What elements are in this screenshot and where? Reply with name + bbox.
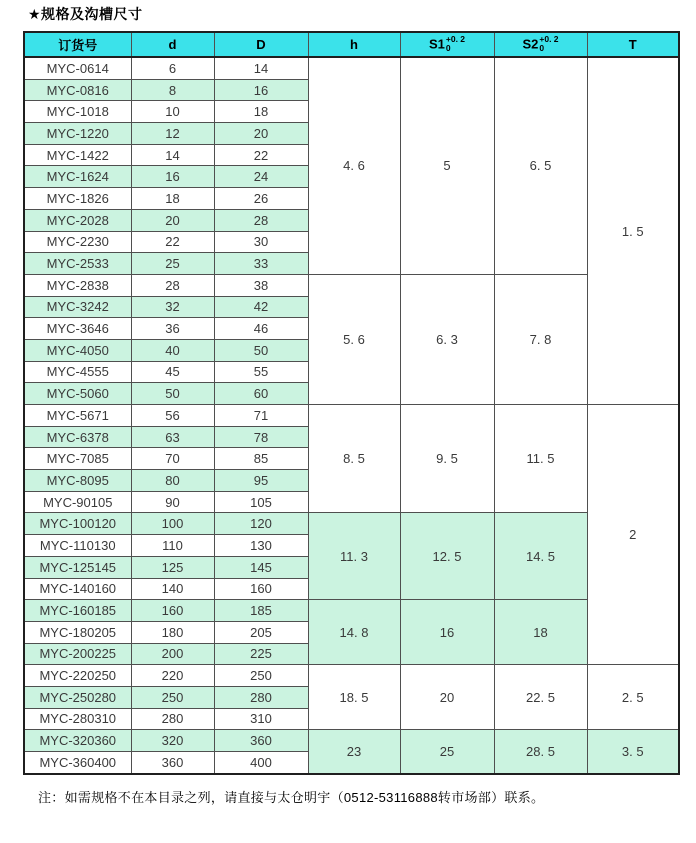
- cell-D: 42: [214, 296, 308, 318]
- cell-order: MYC-1220: [24, 123, 131, 145]
- col-header-label: S1: [428, 35, 445, 51]
- cell-s1: 5: [400, 57, 494, 274]
- cell-d: 50: [131, 383, 214, 405]
- cell-d: 45: [131, 361, 214, 383]
- cell-order: MYC-220250: [24, 665, 131, 687]
- cell-d: 12: [131, 123, 214, 145]
- cell-d: 25: [131, 253, 214, 275]
- spec-table: [23, 31, 680, 775]
- cell-d: 22: [131, 231, 214, 253]
- cell-d: 180: [131, 621, 214, 643]
- cell-D: 205: [214, 621, 308, 643]
- cell-d: 140: [131, 578, 214, 600]
- cell-s1: 9. 5: [400, 405, 494, 513]
- table-row: [24, 665, 679, 687]
- cell-order: MYC-125145: [24, 556, 131, 578]
- cell-s2: 11. 5: [494, 405, 587, 513]
- col-header-d: [131, 32, 214, 57]
- cell-order: MYC-6378: [24, 426, 131, 448]
- cell-order: MYC-100120: [24, 513, 131, 535]
- cell-s2: 14. 5: [494, 513, 587, 600]
- cell-order: MYC-2230: [24, 231, 131, 253]
- cell-s2: 7. 8: [494, 274, 587, 404]
- cell-D: 30: [214, 231, 308, 253]
- cell-order: MYC-4050: [24, 339, 131, 361]
- cell-order: MYC-1826: [24, 188, 131, 210]
- cell-d: 110: [131, 535, 214, 557]
- cell-t: 3. 5: [587, 730, 679, 774]
- tolerance-lower: 0: [539, 42, 545, 53]
- cell-d: 32: [131, 296, 214, 318]
- cell-d: 200: [131, 643, 214, 665]
- footer-note: 注：如需规格不在本目录之列，请直接与太仓明宇（0512-53116888转市场部）联系。: [38, 790, 545, 805]
- cell-order: MYC-200225: [24, 643, 131, 665]
- table-row: [24, 57, 679, 79]
- cell-d: 220: [131, 665, 214, 687]
- cell-order: MYC-3242: [24, 296, 131, 318]
- table-row: [24, 405, 679, 427]
- cell-h: 8. 5: [308, 405, 400, 513]
- cell-d: 20: [131, 209, 214, 231]
- table-row: [24, 600, 679, 622]
- cell-order: MYC-180205: [24, 621, 131, 643]
- cell-s2: 18: [494, 600, 587, 665]
- cell-D: 18: [214, 101, 308, 123]
- cell-h: 18. 5: [308, 665, 400, 730]
- cell-order: MYC-2533: [24, 253, 131, 275]
- cell-d: 280: [131, 708, 214, 730]
- cell-D: 24: [214, 166, 308, 188]
- cell-order: MYC-4555: [24, 361, 131, 383]
- cell-t: 2. 5: [587, 665, 679, 730]
- col-header-h: [308, 32, 400, 57]
- cell-D: 50: [214, 339, 308, 361]
- col-header-label: S2: [522, 35, 539, 51]
- col-header-label: h: [350, 37, 358, 52]
- cell-d: 56: [131, 405, 214, 427]
- cell-D: 22: [214, 144, 308, 166]
- cell-order: MYC-110130: [24, 535, 131, 557]
- cell-D: 85: [214, 448, 308, 470]
- cell-D: 55: [214, 361, 308, 383]
- cell-d: 160: [131, 600, 214, 622]
- cell-d: 40: [131, 339, 214, 361]
- tolerance-lower: 0: [445, 42, 451, 53]
- cell-order: MYC-8095: [24, 470, 131, 492]
- col-header-s1: [400, 32, 494, 57]
- cell-h: 5. 6: [308, 274, 400, 404]
- cell-d: 16: [131, 166, 214, 188]
- header-row: [24, 32, 679, 57]
- cell-D: 26: [214, 188, 308, 210]
- cell-d: 320: [131, 730, 214, 752]
- cell-order: MYC-3646: [24, 318, 131, 340]
- cell-D: 20: [214, 123, 308, 145]
- cell-h: 11. 3: [308, 513, 400, 600]
- col-header-label: 订货号: [58, 38, 98, 53]
- col-header-label: d: [168, 37, 177, 52]
- cell-order: MYC-2028: [24, 209, 131, 231]
- cell-order: MYC-140160: [24, 578, 131, 600]
- cell-D: 400: [214, 752, 308, 774]
- cell-order: MYC-5060: [24, 383, 131, 405]
- cell-order: MYC-2838: [24, 274, 131, 296]
- cell-D: 60: [214, 383, 308, 405]
- cell-D: 185: [214, 600, 308, 622]
- cell-D: 16: [214, 79, 308, 101]
- cell-order: MYC-5671: [24, 405, 131, 427]
- cell-D: 225: [214, 643, 308, 665]
- cell-s2: 28. 5: [494, 730, 587, 774]
- cell-D: 71: [214, 405, 308, 427]
- page-title: ★规格及沟槽尺寸: [28, 6, 143, 22]
- cell-D: 120: [214, 513, 308, 535]
- cell-d: 90: [131, 491, 214, 513]
- col-header-label: D: [256, 37, 266, 52]
- cell-h: 4. 6: [308, 57, 400, 274]
- cell-D: 280: [214, 686, 308, 708]
- tolerance-marks: [539, 35, 558, 53]
- cell-d: 125: [131, 556, 214, 578]
- cell-D: 105: [214, 491, 308, 513]
- cell-s2: 22. 5: [494, 665, 587, 730]
- cell-d: 63: [131, 426, 214, 448]
- cell-order: MYC-0816: [24, 79, 131, 101]
- col-header-label: T: [628, 37, 637, 52]
- table-row: [24, 513, 679, 535]
- cell-order: MYC-360400: [24, 752, 131, 774]
- cell-d: 28: [131, 274, 214, 296]
- cell-D: 28: [214, 209, 308, 231]
- cell-D: 78: [214, 426, 308, 448]
- cell-order: MYC-90105: [24, 491, 131, 513]
- cell-d: 14: [131, 144, 214, 166]
- cell-t: 1. 5: [587, 57, 679, 405]
- cell-D: 145: [214, 556, 308, 578]
- cell-order: MYC-320360: [24, 730, 131, 752]
- cell-h: 23: [308, 730, 400, 774]
- table-row: [24, 730, 679, 752]
- cell-order: MYC-280310: [24, 708, 131, 730]
- col-header-D: [214, 32, 308, 57]
- tolerance-marks: [446, 35, 465, 53]
- cell-d: 70: [131, 448, 214, 470]
- cell-t: 2: [587, 405, 679, 665]
- cell-D: 360: [214, 730, 308, 752]
- spec-table-head: [24, 32, 679, 57]
- cell-D: 130: [214, 535, 308, 557]
- cell-d: 360: [131, 752, 214, 774]
- spec-table-body: [24, 57, 679, 774]
- cell-D: 95: [214, 470, 308, 492]
- cell-s1: 20: [400, 665, 494, 730]
- cell-d: 18: [131, 188, 214, 210]
- cell-order: MYC-7085: [24, 448, 131, 470]
- cell-D: 250: [214, 665, 308, 687]
- cell-h: 14. 8: [308, 600, 400, 665]
- cell-D: 160: [214, 578, 308, 600]
- cell-s1: 16: [400, 600, 494, 665]
- cell-order: MYC-1422: [24, 144, 131, 166]
- cell-d: 6: [131, 57, 214, 79]
- cell-D: 33: [214, 253, 308, 275]
- col-header-order: [24, 32, 131, 57]
- cell-order: MYC-160185: [24, 600, 131, 622]
- cell-d: 100: [131, 513, 214, 535]
- cell-D: 310: [214, 708, 308, 730]
- cell-s1: 12. 5: [400, 513, 494, 600]
- col-header-t: [587, 32, 679, 57]
- table-row: [24, 274, 679, 296]
- cell-s2: 6. 5: [494, 57, 587, 274]
- tolerance-upper: +0. 2: [445, 33, 466, 44]
- cell-d: 80: [131, 470, 214, 492]
- cell-order: MYC-1624: [24, 166, 131, 188]
- cell-d: 8: [131, 79, 214, 101]
- cell-d: 250: [131, 686, 214, 708]
- cell-D: 38: [214, 274, 308, 296]
- tolerance-upper: +0. 2: [539, 33, 559, 44]
- cell-D: 14: [214, 57, 308, 79]
- cell-s1: 25: [400, 730, 494, 774]
- cell-d: 36: [131, 318, 214, 340]
- cell-order: MYC-0614: [24, 57, 131, 79]
- cell-order: MYC-1018: [24, 101, 131, 123]
- cell-order: MYC-250280: [24, 686, 131, 708]
- col-header-s2: [494, 32, 587, 57]
- cell-s1: 6. 3: [400, 274, 494, 404]
- cell-D: 46: [214, 318, 308, 340]
- cell-d: 10: [131, 101, 214, 123]
